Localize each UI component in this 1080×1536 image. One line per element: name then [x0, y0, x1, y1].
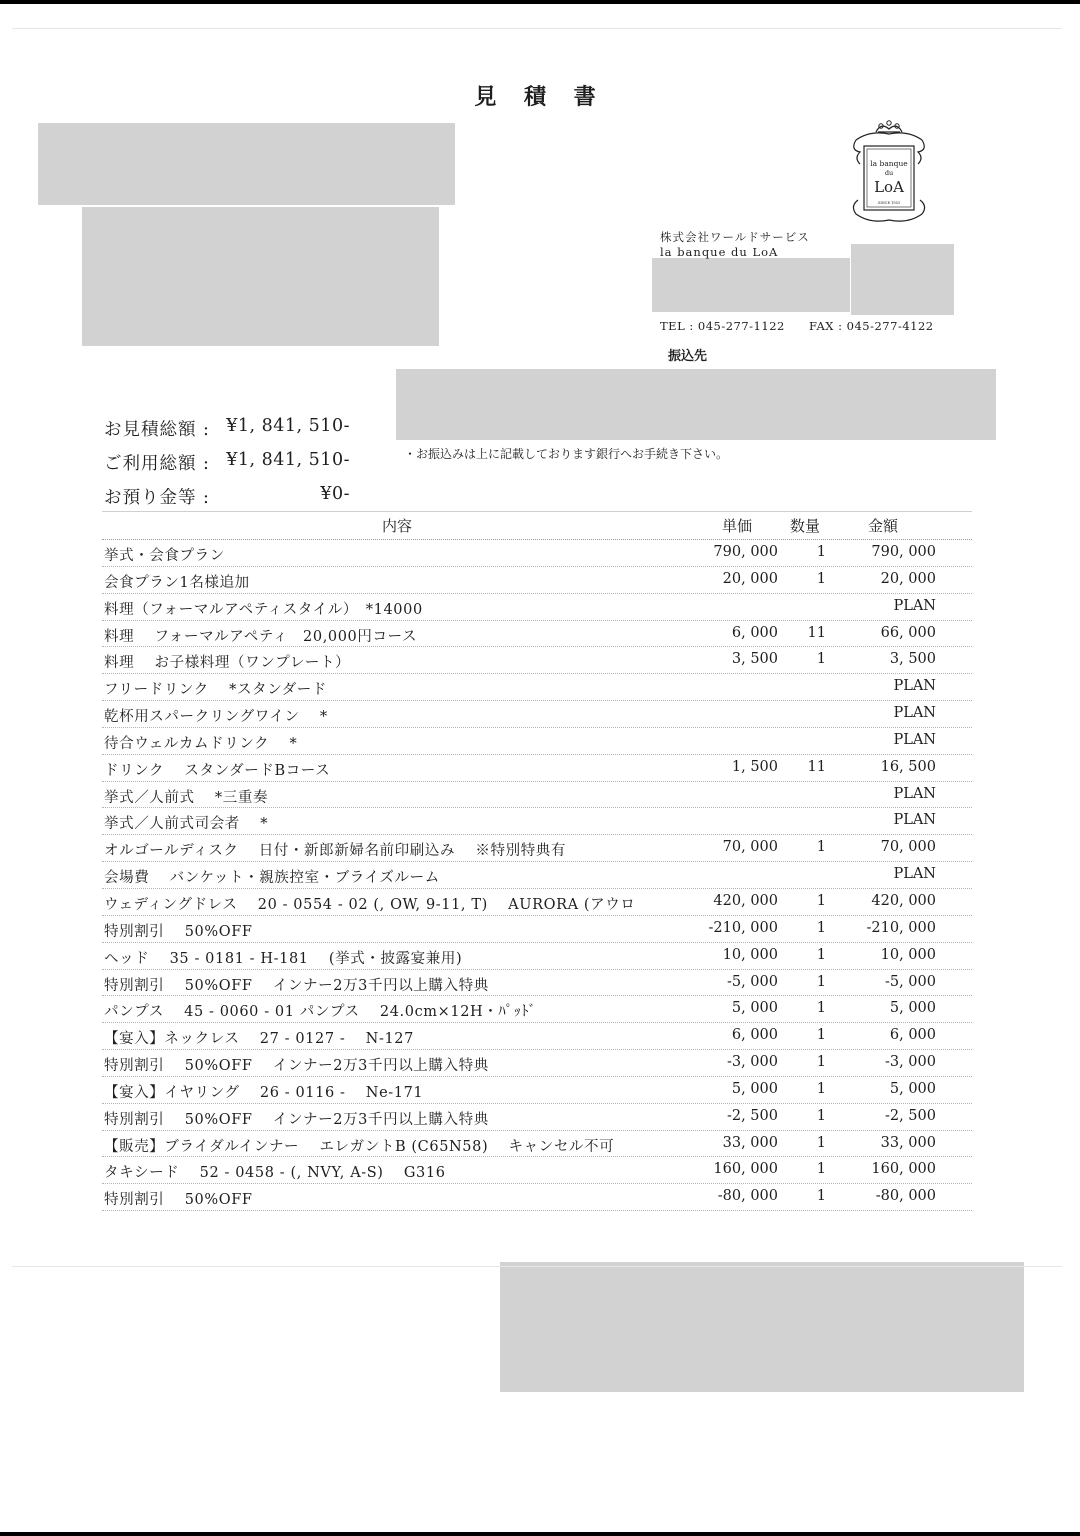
row-desc: 挙式／人前式司会者 * [104, 816, 269, 833]
header-amount: 金額 [868, 517, 899, 535]
row-amount: 66, 000 [880, 624, 936, 641]
summary-label: ご利用総額 : [104, 454, 210, 474]
summary-value: ¥1, 841, 510- [226, 416, 350, 436]
redacted-recipient-details [82, 207, 439, 346]
row-qty: 1 [816, 973, 826, 990]
row-amount: PLAN [893, 705, 936, 722]
row-qty: 1 [816, 919, 826, 936]
company-tel: TEL : 045-277-1122 [660, 319, 785, 333]
table-row [102, 889, 972, 916]
row-qty: 1 [816, 1188, 826, 1205]
table-row [102, 1157, 972, 1184]
row-desc: 【販売】ブライダルインナー エレガントB (C65N58) キャンセル不可 [104, 1138, 615, 1155]
row-price: -210, 000 [708, 919, 778, 936]
table-row [102, 862, 972, 889]
row-amount: PLAN [893, 597, 936, 614]
row-desc: 会場費 バンケット・親族控室・ブライズルーム [104, 870, 440, 887]
redacted-company-stamp [851, 244, 954, 315]
table-row [102, 1077, 972, 1104]
company-brand: la banque du LoA [660, 245, 779, 259]
table-row [102, 621, 972, 648]
row-amount: -210, 000 [866, 919, 936, 936]
row-amount: 20, 000 [880, 570, 936, 587]
summary-usage-total [104, 450, 354, 476]
table-row [102, 701, 972, 728]
table-row [102, 1131, 972, 1158]
table-row [102, 1023, 972, 1050]
row-desc: 挙式・会食プラン [104, 548, 225, 564]
row-qty: 1 [816, 1000, 826, 1017]
scan-edge-line [12, 28, 1062, 29]
row-desc: ヘッド 35 - 0181 - H-181 (挙式・披露宴兼用) [104, 950, 463, 967]
row-price: 70, 000 [722, 839, 778, 856]
row-amount: 3, 500 [889, 651, 936, 668]
row-desc: 待合ウェルカムドリンク * [104, 735, 298, 752]
row-desc: 料理（フォーマルアペティスタイル） *14000 [104, 601, 423, 618]
row-desc: 乾杯用スパークリングワイン * [104, 709, 328, 726]
document-title: 見 積 書 [474, 84, 606, 110]
logo-line4: SINCE 1953 [877, 201, 901, 205]
row-desc: 【宴入】イヤリング 26 - 0116 - Ne-171 [104, 1084, 424, 1101]
row-amount: 160, 000 [871, 1161, 936, 1178]
row-qty: 1 [816, 1027, 826, 1044]
row-amount: 16, 500 [880, 758, 936, 775]
table-row [102, 916, 972, 943]
row-desc: ウェディングドレス 20 - 0554 - 02 (, OW, 9-11, T) AURORA (アウロ [104, 896, 636, 913]
row-qty: 1 [816, 1080, 826, 1097]
table-row [102, 782, 972, 809]
row-amount: PLAN [893, 731, 936, 748]
row-price: -3, 000 [726, 1054, 778, 1071]
summary-value: ¥1, 841, 510- [226, 450, 350, 470]
row-desc: 挙式／人前式 *三重奏 [104, 789, 269, 806]
row-amount: 6, 000 [889, 1027, 936, 1044]
table-row [102, 1104, 972, 1131]
row-amount: PLAN [893, 678, 936, 695]
scan-border-bottom [0, 1532, 1080, 1536]
row-desc: オルゴールディスク 日付・新郎新婦名前印刷込み ※特別特典有 [104, 843, 566, 860]
row-qty: 1 [816, 651, 826, 668]
bank-title: 振込先 [668, 349, 708, 364]
row-qty: 1 [816, 892, 826, 909]
summary-label: お預り金等 : [104, 488, 210, 508]
row-desc: 料理 お子様料理（ワンプレート） [104, 655, 351, 672]
row-price: -80, 000 [717, 1188, 778, 1205]
table-row [102, 943, 972, 970]
estimate-table [102, 511, 972, 1211]
table-row [102, 996, 972, 1023]
row-amount: -3, 000 [884, 1054, 936, 1071]
table-body [102, 540, 972, 1211]
scan-edge-line [12, 1266, 1062, 1267]
row-price: -5, 000 [726, 973, 778, 990]
logo-line3: LoA [874, 178, 904, 196]
header-qty: 数量 [790, 517, 821, 535]
company-name: 株式会社ワールドサービス [660, 230, 810, 244]
row-amount: 5, 000 [889, 1080, 936, 1097]
table-row [102, 808, 972, 835]
row-desc: フリードリンク *スタンダード [104, 682, 328, 699]
table-row [102, 755, 972, 782]
header-desc: 内容 [382, 517, 413, 535]
row-amount: 70, 000 [880, 839, 936, 856]
row-price: 6, 000 [731, 1027, 778, 1044]
row-desc: パンプス 45 - 0060 - 01 パンプス 24.0cm×12H・ﾊﾟｯﾄﾞ [104, 1004, 537, 1021]
row-qty: 1 [816, 1054, 826, 1071]
row-amount: 790, 000 [871, 544, 936, 560]
row-amount: 420, 000 [871, 892, 936, 909]
row-qty: 1 [816, 1161, 826, 1178]
redacted-recipient-name [38, 123, 455, 205]
redacted-footer-block [500, 1262, 1024, 1392]
table-row [102, 835, 972, 862]
header-price: 単価 [722, 517, 753, 535]
row-price: 33, 000 [722, 1134, 778, 1151]
summary-label: お見積総額 : [104, 420, 210, 440]
row-price: -2, 500 [726, 1107, 778, 1124]
row-price: 1, 500 [731, 758, 778, 775]
bank-note: ・お振込みは上に記載しております銀行へお手続き下さい。 [404, 447, 729, 461]
row-desc: 特別割引 50%OFF インナー2万3千円以上購入特典 [104, 1111, 489, 1128]
loa-logo [848, 118, 930, 228]
row-amount: -2, 500 [884, 1107, 936, 1124]
row-qty: 11 [807, 624, 826, 641]
row-desc: 特別割引 50%OFF [104, 1192, 253, 1209]
table-row [102, 567, 972, 594]
row-amount: PLAN [893, 812, 936, 829]
row-qty: 1 [816, 544, 826, 560]
row-amount: 33, 000 [880, 1134, 936, 1151]
row-price: 6, 000 [731, 624, 778, 641]
row-qty: 1 [816, 946, 826, 963]
row-price: 10, 000 [722, 946, 778, 963]
row-price: 20, 000 [722, 570, 778, 587]
table-row [102, 1184, 972, 1211]
row-amount: PLAN [893, 785, 936, 802]
row-qty: 1 [816, 839, 826, 856]
company-fax: FAX : 045-277-4122 [809, 319, 934, 333]
row-price: 3, 500 [731, 651, 778, 668]
table-row [102, 540, 972, 567]
row-amount: -80, 000 [875, 1188, 936, 1205]
redacted-bank-account [396, 369, 996, 440]
table-row [102, 674, 972, 701]
table-header [102, 511, 972, 540]
row-price: 5, 000 [731, 1000, 778, 1017]
row-price: 420, 000 [713, 892, 778, 909]
row-desc: 会食プラン1名様追加 [104, 574, 250, 591]
row-qty: 11 [807, 758, 826, 775]
summary-value: ¥0- [320, 484, 350, 504]
logo-line2: du [884, 169, 894, 177]
table-row [102, 970, 972, 997]
row-price: 5, 000 [731, 1080, 778, 1097]
row-amount: -5, 000 [884, 973, 936, 990]
row-desc: 料理 フォーマルアペティ 20,000円コース [104, 628, 418, 645]
summary-estimate-total [104, 416, 354, 442]
row-amount: 10, 000 [880, 946, 936, 963]
row-price: 790, 000 [713, 544, 778, 560]
row-amount: 5, 000 [889, 1000, 936, 1017]
row-qty: 1 [816, 1107, 826, 1124]
table-row [102, 728, 972, 755]
row-desc: ドリンク スタンダードBコース [104, 762, 331, 779]
redacted-company-address [652, 258, 850, 312]
row-qty: 1 [816, 570, 826, 587]
scan-border-top [0, 0, 1080, 4]
table-row [102, 1050, 972, 1077]
table-row [102, 647, 972, 674]
row-desc: 特別割引 50%OFF インナー2万3千円以上購入特典 [104, 1058, 489, 1075]
summary-deposit [104, 484, 354, 510]
row-desc: 【宴入】ネックレス 27 - 0127 - N-127 [104, 1031, 414, 1048]
table-row [102, 594, 972, 621]
row-amount: PLAN [893, 866, 936, 883]
row-desc: 特別割引 50%OFF インナー2万3千円以上購入特典 [104, 977, 489, 994]
logo-line1: la banque [870, 159, 908, 168]
row-price: 160, 000 [713, 1161, 778, 1178]
row-qty: 1 [816, 1134, 826, 1151]
row-desc: タキシード 52 - 0458 - (, NVY, A-S) G316 [104, 1165, 446, 1182]
row-desc: 特別割引 50%OFF [104, 923, 253, 940]
